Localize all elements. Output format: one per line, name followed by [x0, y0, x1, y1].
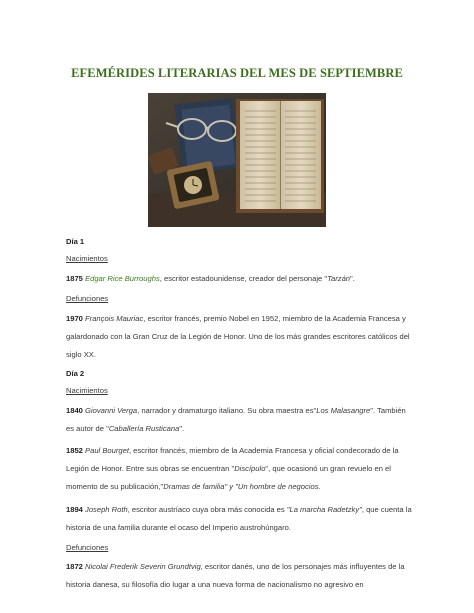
- entry-text: , que cuenta la historia de una familia durante el ocaso del Imperio austrohúngaro.: [66, 504, 412, 532]
- author-name: François Mauriac: [85, 313, 144, 323]
- day-heading: Día 2: [66, 368, 85, 378]
- author-name: Joseph Roth: [85, 504, 128, 514]
- work-title: Caballería Rusticana: [108, 423, 180, 433]
- entry-text: ". También es autor de ": [66, 405, 406, 433]
- author-name: Giovanni Verga: [85, 405, 138, 415]
- document-body: [66, 232, 414, 594]
- entry: [66, 558, 414, 594]
- entry-text: , escritor francés, miembro de la Academia Francesa y oficial condecorado de la Legión de Honor. Entre sus obras se encuentran ": [66, 446, 399, 474]
- entry-text: , escritor austríaco cuya obra más conocida es: [127, 504, 287, 514]
- author-name: Paul Bourget: [85, 446, 129, 456]
- author-link[interactable]: Edgar Rice Burroughs: [85, 273, 160, 283]
- day-heading: Día 1: [66, 237, 85, 246]
- entry-text: , escritor francés, premio Nobel en 1952, miembro de la Academia Francesa y galardonado con la Gran Cruz de la Legión de Honor. Uno de los más grandes escritores católicos del siglo XX.: [66, 313, 410, 359]
- entry-text: , narrador y dramaturgo italiano. Su obra maestra es": [137, 405, 317, 415]
- books-glasses-clock-photo: [148, 93, 326, 227]
- work-title: Tarzán: [327, 273, 351, 283]
- entry-year: 1872: [66, 562, 83, 572]
- entry: [66, 442, 414, 496]
- work-title: Los Malasangre: [316, 405, 371, 415]
- section-births: Nacimientos: [66, 385, 108, 395]
- entry-year: 1875: [66, 273, 83, 283]
- section-births: Nacimientos: [66, 254, 108, 264]
- entry-text: ".: [179, 423, 185, 433]
- entry: [66, 310, 414, 364]
- section-deaths: Defunciones: [66, 293, 109, 303]
- work-title: "La marcha Radetzky": [286, 504, 362, 514]
- entry: [66, 402, 414, 438]
- page-title: EFEMÉRIDES LITERARIAS DEL MES DE SEPTIEMBRE: [71, 66, 403, 80]
- entry-text: , escritor danés, uno de los personajes más influyentes de la historia danesa, su filosofía dio lugar a una nueva forma de nacionalismo no agresivo en: [66, 562, 405, 590]
- entry: [66, 501, 414, 537]
- section-deaths: Defunciones: [66, 542, 109, 552]
- entry-text: ".: [350, 273, 355, 283]
- work-title: Discípulo: [234, 464, 266, 474]
- entry: [66, 270, 414, 288]
- entry-text: ", que ocasionó un gran revuelo en el momento de su publicación,": [66, 464, 391, 492]
- entry-text: .: [318, 482, 321, 492]
- author-name: Nicolai Frederik Severin Grundtvig: [85, 562, 201, 572]
- entry-year: 1840: [66, 405, 83, 415]
- entry-year: 1894: [66, 504, 83, 514]
- entry-text: , escritor estadounidense, creador del personaje ": [159, 273, 328, 283]
- entry-year: 1852: [66, 446, 83, 456]
- entry-year: 1970: [66, 313, 83, 323]
- work-title: Dramas de familia" y "Un hombre de negocios: [163, 482, 319, 492]
